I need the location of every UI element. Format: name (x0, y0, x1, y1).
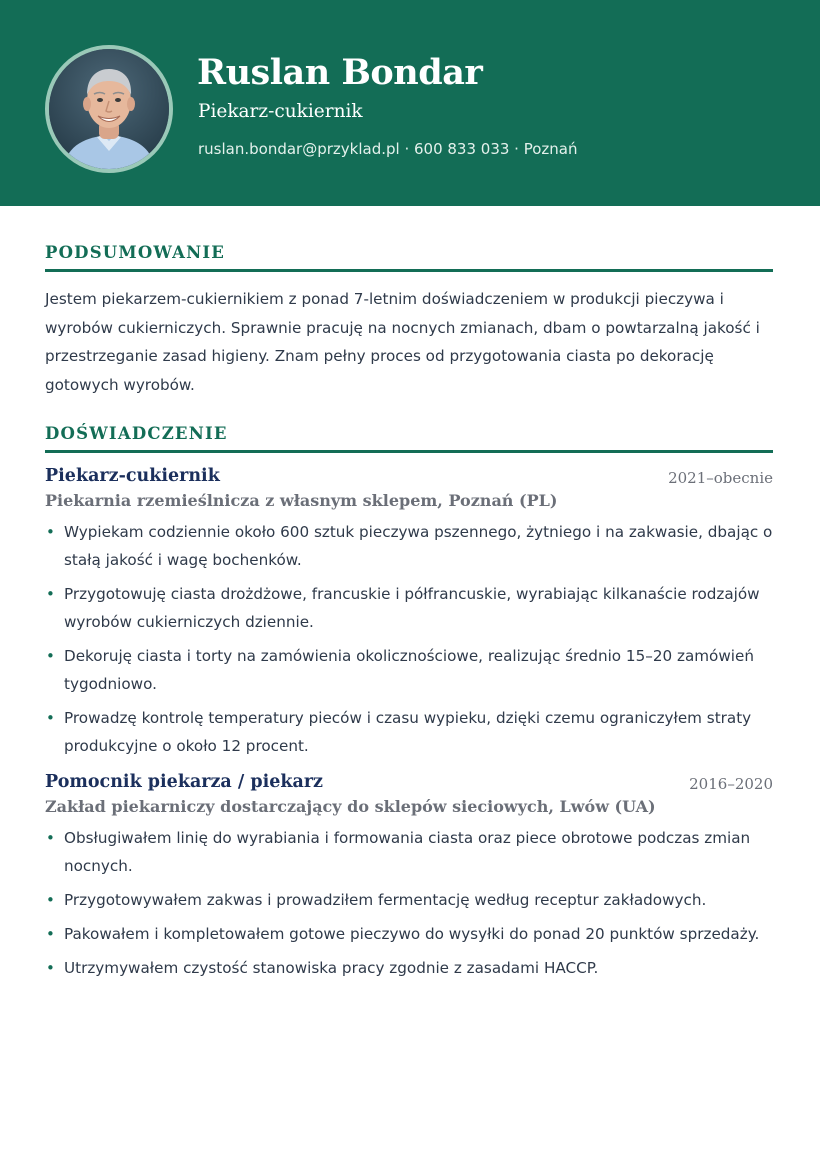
experience-section-title: DOŚWIADCZENIE (45, 424, 228, 443)
profile-photo (45, 45, 173, 173)
bullet-icon: • (46, 925, 55, 943)
bullet-text: Dekoruję ciasta i torty na zamówienia okolicznościowe, realizując średnio 15–20 zamówień tygodniowo. (64, 647, 754, 693)
bullet-text: Utrzymywałem czystość stanowiska pracy zgodnie z zasadami HACCP. (64, 959, 599, 977)
job-company: Zakład piekarniczy dostarczający do sklepów sieciowych, Lwów (UA) (45, 797, 656, 816)
list-item (45, 704, 785, 760)
summary-section-title: PODSUMOWANIE (45, 243, 226, 262)
list-item (45, 954, 785, 982)
resume-header (0, 0, 820, 206)
person-portrait-icon (49, 49, 169, 169)
bullet-icon: • (46, 891, 55, 909)
candidate-name: Ruslan Bondar (197, 52, 483, 93)
bullet-text: Wypiekam codziennie około 600 sztuk pieczywa pszennego, żytniego i na zakwasie, dbając o stałą jakość i wagę bochenków. (64, 523, 773, 569)
experience-divider (45, 450, 773, 453)
job-dates: 2021–obecnie (668, 469, 773, 487)
summary-text: Jestem piekarzem-cukiernikiem z ponad 7-letnim doświadczeniem w produkcji pieczywa i wyrobów cukierniczych. Sprawnie pracuję na nocnych zmianach, dbam o powtarzalną jakość i przestrzeganie zasad higieny. Znam pełny proces od przygotowania ciasta po dekorację gotowych wyrobów. (45, 290, 760, 394)
job-company: Piekarnia rzemieślnicza z własnym sklepem, Poznań (PL) (45, 491, 558, 510)
list-item (45, 580, 785, 636)
list-item (45, 824, 785, 880)
list-item (45, 642, 785, 698)
bullet-icon: • (46, 523, 55, 541)
job-dates: 2016–2020 (689, 775, 773, 793)
candidate-role: Piekarz-cukiernik (198, 101, 363, 122)
bullet-text: Obsługiwałem linię do wyrabiania i formowania ciasta oraz piece obrotowe podczas zmian nocnych. (64, 829, 751, 875)
list-item (45, 886, 785, 914)
bullet-text: Prowadzę kontrolę temperatury pieców i czasu wypieku, dzięki czemu ograniczyłem straty produkcyjne o około 12 procent. (64, 709, 752, 755)
list-item (45, 518, 785, 574)
bullet-icon: • (46, 647, 55, 665)
contact-info: ruslan.bondar@przyklad.pl · 600 833 033 · Poznań (198, 140, 578, 158)
bullet-icon: • (46, 959, 55, 977)
job-bullet-list (45, 824, 785, 988)
summary-divider (45, 269, 773, 272)
job-bullet-list (45, 518, 785, 766)
job-title: Piekarz-cukiernik (45, 466, 220, 486)
bullet-text: Przygotowywałem zakwas i prowadziłem fermentację według receptur zakładowych. (64, 891, 707, 909)
job-title: Pomocnik piekarza / piekarz (45, 772, 323, 792)
bullet-text: Pakowałem i kompletowałem gotowe pieczywo do wysyłki do ponad 20 punktów sprzedaży. (64, 925, 760, 943)
bullet-icon: • (46, 829, 55, 847)
list-item (45, 920, 785, 948)
bullet-icon: • (46, 585, 55, 603)
bullet-icon: • (46, 709, 55, 727)
bullet-text: Przygotowuję ciasta drożdżowe, francuskie i półfrancuskie, wyrabiając kilkanaście rodzajów wyrobów cukierniczych dziennie. (64, 585, 760, 631)
